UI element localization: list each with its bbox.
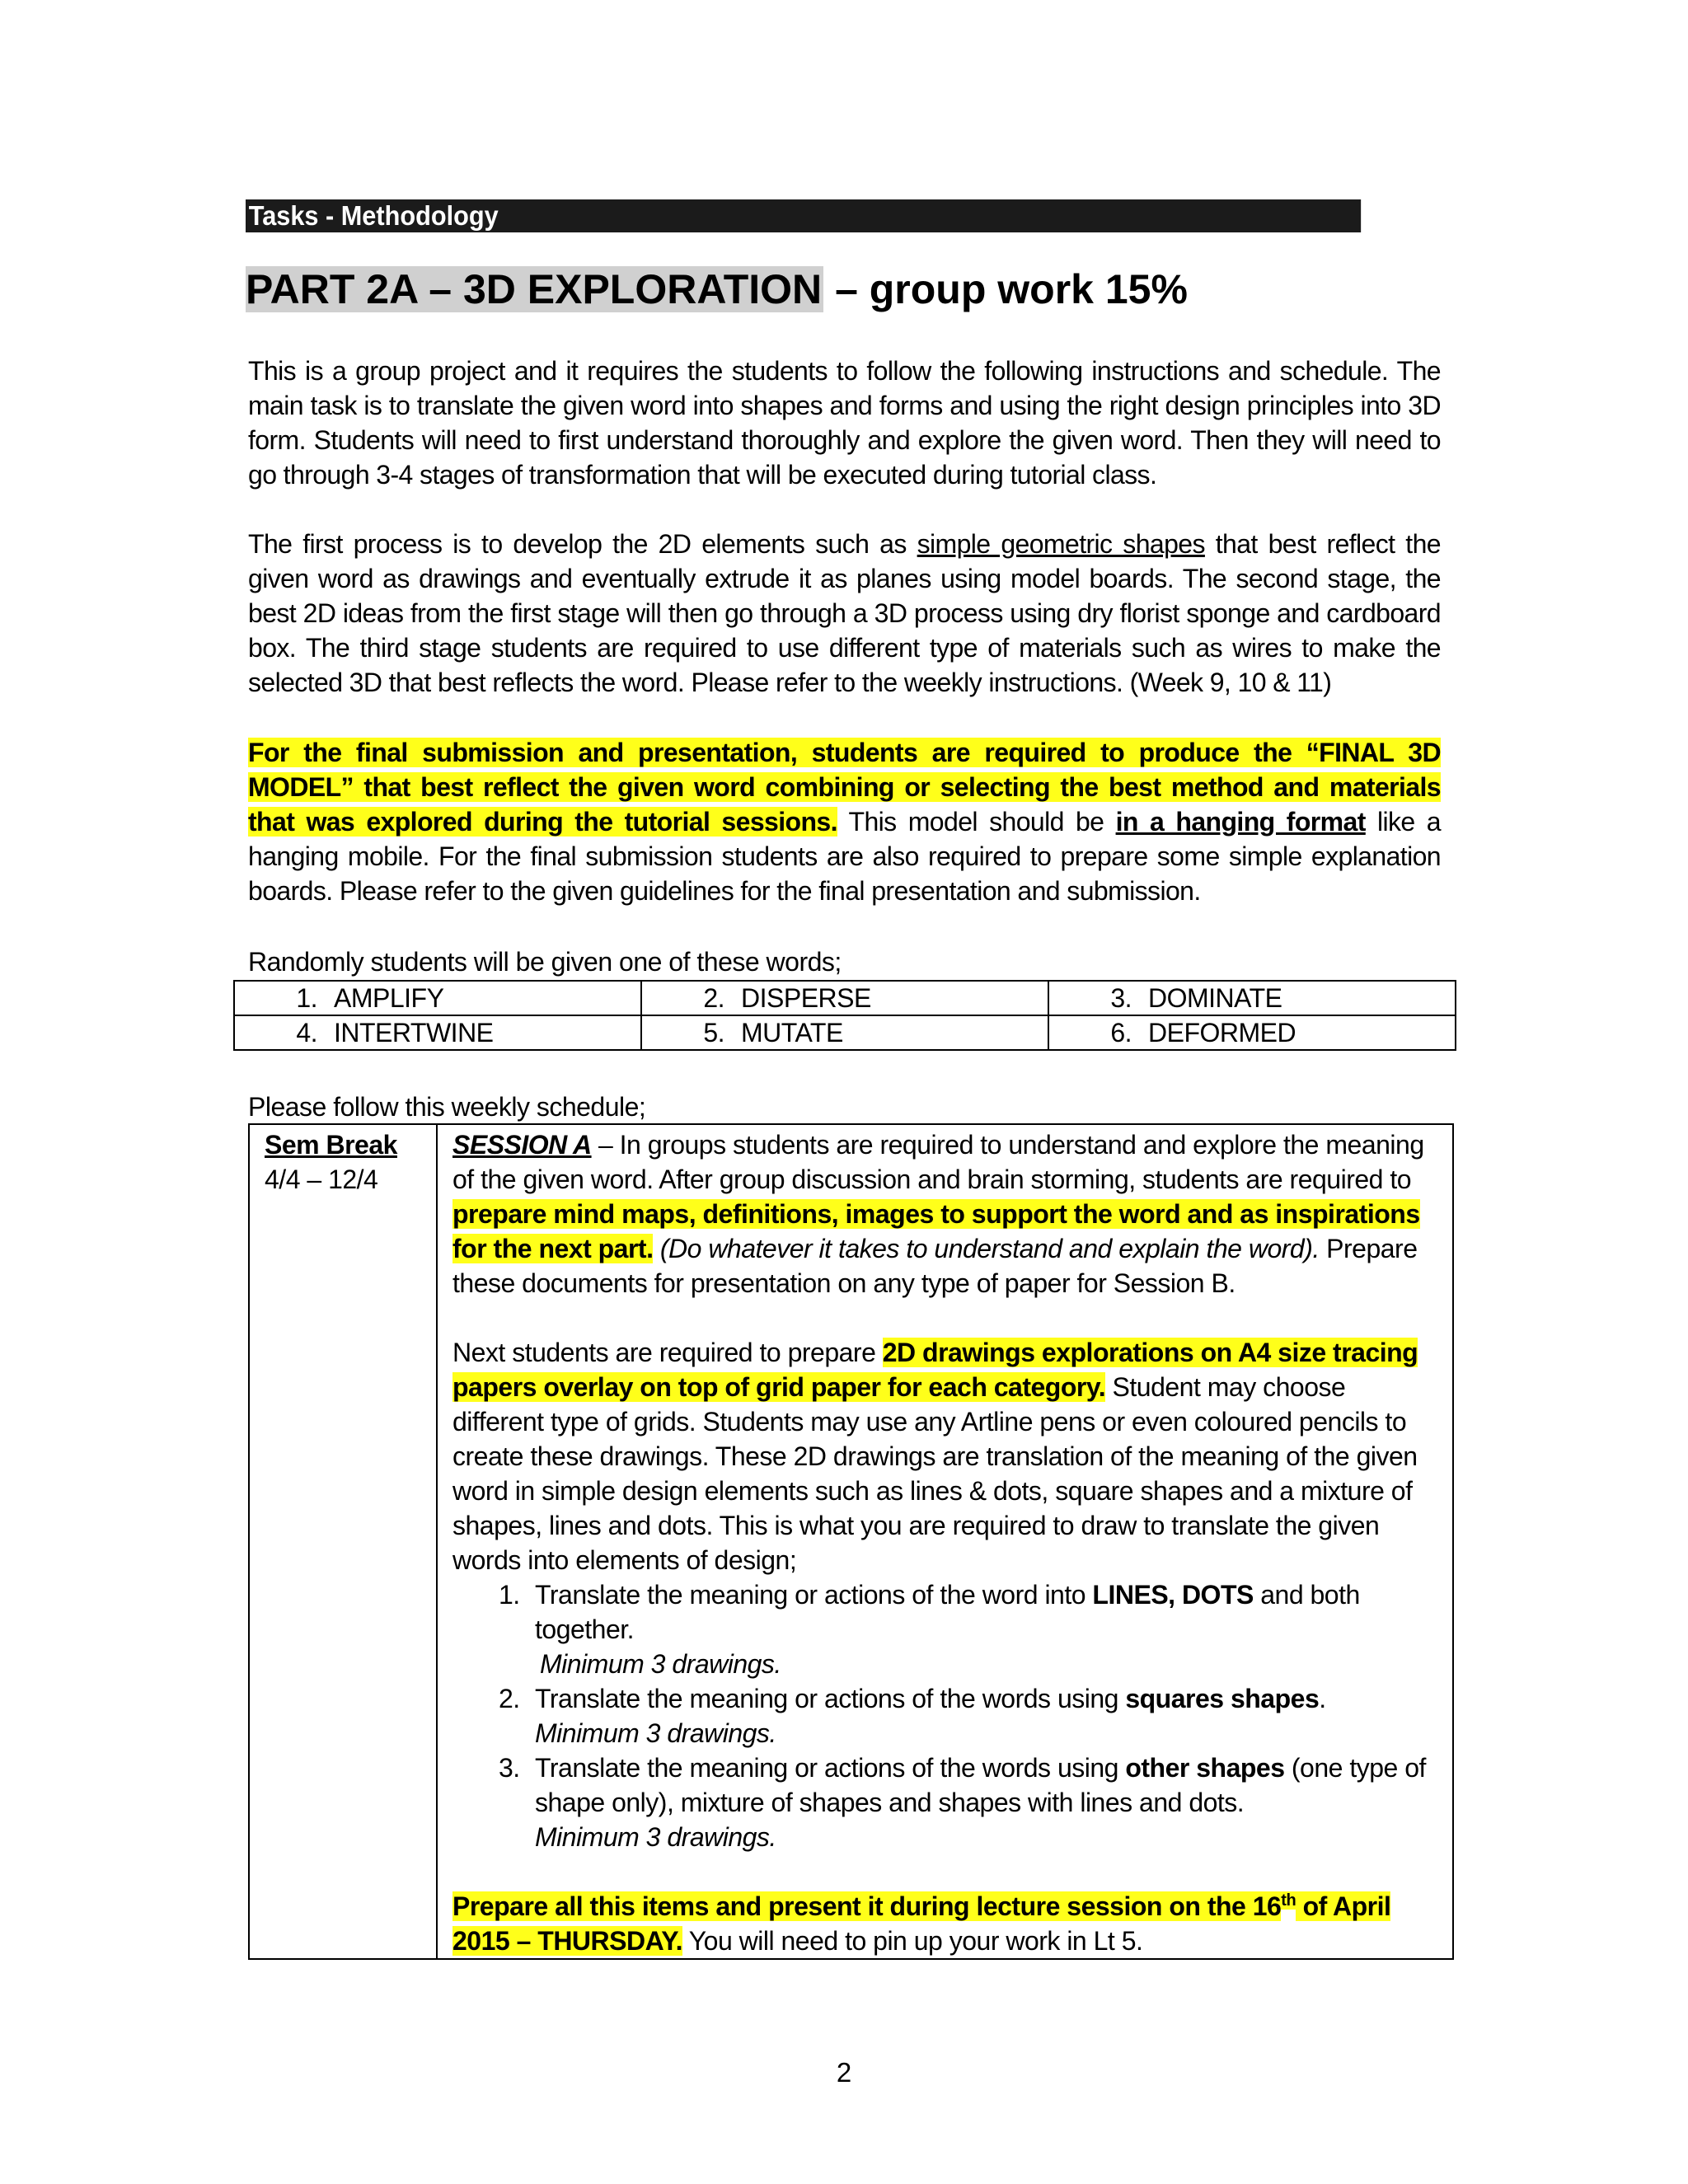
list-text-a: Translate the meaning or actions of the words using: [535, 1753, 1126, 1783]
schedule-intro: Please follow this weekly schedule;: [248, 1092, 646, 1122]
schedule-details-cell: [437, 1124, 1453, 1959]
list-note: Minimum 3 drawings.: [540, 1649, 781, 1679]
word-text: MUTATE: [741, 1018, 843, 1047]
word-cell: [641, 1015, 1048, 1050]
intro-paragraph-2: [248, 527, 1441, 700]
list-text-a: Translate the meaning or actions of the word into: [535, 1580, 1093, 1610]
words-table: [233, 980, 1456, 1051]
word-text: AMPLIFY: [334, 983, 444, 1013]
word-number: 5.: [703, 1018, 724, 1047]
word-text: DEFORMED: [1148, 1018, 1296, 1047]
page-title: [246, 262, 1188, 316]
title-rest: – group work 15%: [823, 266, 1188, 312]
period-label: Sem Break: [265, 1130, 397, 1160]
intro-paragraph-3: [248, 735, 1441, 908]
s1-text-b: Prepare these documents for presentation on any type of paper for Session B.: [452, 1234, 1418, 1298]
list-item: [452, 1681, 1437, 1750]
title-highlighted: PART 2A – 3D EXPLORATION: [246, 266, 823, 312]
final-highlight-a: Prepare all this items and present it during lecture session on the 16: [452, 1891, 1282, 1921]
table-row: [234, 981, 1456, 1015]
word-cell: [234, 1015, 641, 1050]
final-rest: You will need to pin up your work in Lt 5.: [682, 1926, 1143, 1956]
drawings-paragraph: [452, 1335, 1437, 1577]
final-superscript: th: [1281, 1891, 1296, 1910]
session-a-paragraph: [452, 1127, 1437, 1301]
word-number: 4.: [296, 1018, 317, 1047]
s2-text-a: Next students are required to prepare: [452, 1338, 883, 1367]
word-cell: [1048, 1015, 1456, 1050]
page-number: 2: [836, 2057, 852, 2088]
word-text: INTERTWINE: [334, 1018, 494, 1047]
list-item: [452, 1577, 1437, 1681]
list-bold: LINES, DOTS: [1092, 1580, 1254, 1610]
p2-underlined: simple geometric shapes: [917, 529, 1205, 559]
word-number: 2.: [703, 983, 724, 1013]
word-text: DOMINATE: [1148, 983, 1282, 1013]
word-cell: [1048, 981, 1456, 1015]
section-header-bar: [246, 199, 1361, 232]
word-text: DISPERSE: [741, 983, 871, 1013]
word-number: 6.: [1110, 1018, 1132, 1047]
section-label: Tasks - Methodology: [248, 200, 499, 231]
s1-text-a: – In groups students are required to understand and explore the meaning of the given word. After group discussion and brain storming, students are required to: [452, 1130, 1424, 1194]
s2-highlight: 2D drawings explorations on A4 size tracing papers overlay on top of grid paper for each category.: [452, 1338, 1418, 1402]
list-bold: other shapes: [1125, 1753, 1285, 1783]
list-text-b: (one type of shape only), mixture of shapes and shapes with lines and dots.: [535, 1753, 1426, 1817]
table-row: [249, 1124, 1453, 1959]
list-item: [452, 1750, 1437, 1854]
list-text-a: Translate the meaning or actions of the words using: [535, 1684, 1126, 1713]
final-highlight-b: of April 2015 – THURSDAY.: [452, 1891, 1391, 1956]
list-number: 1.: [499, 1580, 520, 1610]
word-number: 3.: [1110, 983, 1132, 1013]
schedule-table: [248, 1123, 1454, 1960]
p2-text-a: The first process is to develop the 2D elements such as: [248, 529, 917, 559]
list-number: 3.: [499, 1753, 520, 1783]
table-row: [234, 1015, 1456, 1050]
s1-highlight: prepare mind maps, definitions, images to support the word and as inspirations for the next part.: [452, 1199, 1420, 1263]
schedule-period-cell: [249, 1124, 437, 1959]
list-text-b: and both together.: [535, 1580, 1360, 1644]
p3-text-a: This model should be: [837, 807, 1116, 837]
final-note: [452, 1889, 1437, 1958]
period-dates: 4/4 – 12/4: [265, 1165, 378, 1194]
p3-text-b: like a hanging mobile. For the final submission students are also required to prepare some simple explanation boards. Please refer to the given guidelines for the final presentation and submission.: [248, 807, 1441, 906]
s2-text-b: Student may choose different type of grids. Students may use any Artline pens or even coloured pencils to create these drawings. These 2D drawings are translation of the meaning of the given word in simple design elements such as lines & dots, square shapes and a mixture of shapes, lines and dots. This is what you are required to draw to translate the given words into elements of design;: [452, 1372, 1418, 1575]
list-text-b: .: [1319, 1684, 1326, 1713]
word-cell: [641, 981, 1048, 1015]
p2-text-b: that best reflect the given word as drawings and eventually extrude it as planes using model boards. The second stage, the best 2D ideas from the first stage will then go through a 3D process using dry florist sponge and cardboard box. The third stage students are required to use different type of materials such as wires to make the selected 3D that best reflects the word. Please refer to the weekly instructions. (Week 9, 10 & 11): [248, 529, 1441, 697]
word-number: 1.: [296, 983, 317, 1013]
words-intro: Randomly students will be given one of these words;: [248, 947, 842, 977]
list-bold: squares shapes: [1125, 1684, 1320, 1713]
intro-paragraph-1: This is a group project and it requires the students to follow the following instructions and schedule. The main task is to translate the given word into shapes and forms and using the right design principles into 3D form. Students will need to first understand thoroughly and explore the given word. Then they will need to go through 3-4 stages of transformation that will be executed during tutorial class.: [248, 356, 1441, 490]
s1-italic: (Do whatever it takes to understand and explain the word).: [653, 1234, 1320, 1263]
list-note: Minimum 3 drawings.: [535, 1822, 776, 1852]
list-number: 2.: [499, 1684, 520, 1713]
p3-underlined: in a hanging format: [1115, 807, 1366, 837]
p3-highlight: For the final submission and presentation, students are required to produce the “FINAL 3D MODEL” that best reflect the given word combining or selecting the best method and materials that was explored during the tutorial sessions.: [248, 738, 1441, 837]
list-note: Minimum 3 drawings.: [535, 1718, 776, 1748]
session-title: SESSION A: [452, 1130, 592, 1160]
word-cell: [234, 981, 641, 1015]
